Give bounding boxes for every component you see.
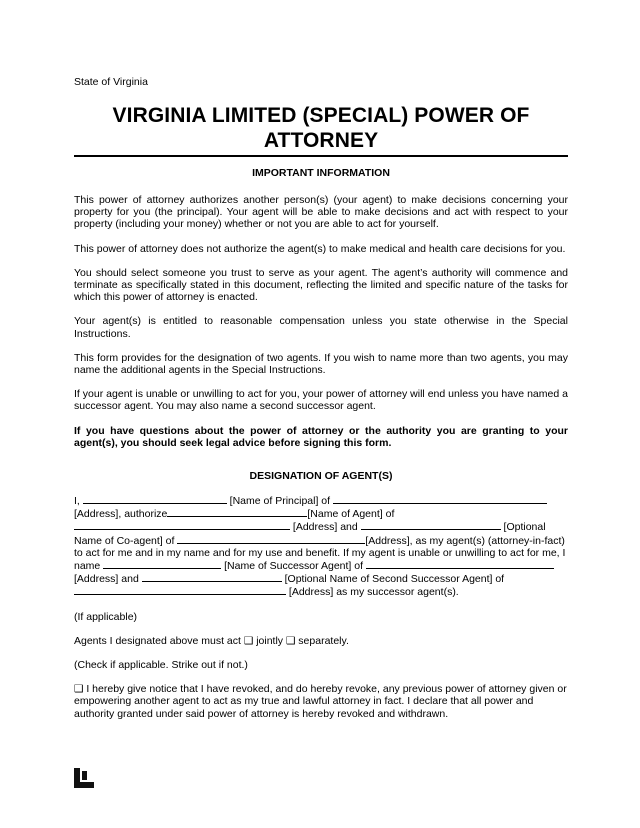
separately-checkbox[interactable]: ❑ [285, 634, 296, 647]
check-applicable-note: (Check if applicable. Strike out if not.) [74, 659, 248, 672]
successor-agent-name-blank[interactable] [103, 559, 221, 569]
second-successor-address-blank[interactable] [74, 585, 286, 595]
revocation-checkbox[interactable]: ❑ [74, 683, 84, 696]
text-fragment: [Optional Name of Second Successor Agent] of [281, 573, 505, 586]
agent-name-blank[interactable] [167, 507, 307, 517]
text-fragment: jointly [253, 634, 286, 647]
info-paragraph-authorization: This power of attorney authorizes another person(s) (your agent) to make decisions concerning your property for you (the principal). Your agent will be able to make decisions and act with respect to your property (including your money) whether or not you are able to act for yourself. [74, 194, 568, 231]
text-fragment: Agents I designated above must act [74, 634, 244, 647]
agent-address-blank[interactable] [74, 520, 290, 530]
text-fragment: [Optional Name of Co-agent] of [74, 521, 546, 547]
designation-paragraph [74, 494, 568, 599]
important-information-heading: IMPORTANT INFORMATION [252, 167, 390, 179]
info-paragraph-successor: If your agent is unable or unwilling to act for you, your power of attorney will end unless you have named a successor agent. You may also name a second successor agent. [74, 388, 568, 413]
legal-templates-logo-icon [74, 768, 94, 788]
successor-agent-address-blank[interactable] [366, 559, 554, 569]
text-fragment: [Name of Agent] of [307, 508, 395, 521]
text-fragment: I hereby give notice that I have revoked, and do hereby revoke, any previous power of attorney given or empowering another agent to act as my true and lawful attorney in fact. I declare that all power and authority granted under said power of attorney is hereby revoked and withdrawn. [74, 683, 567, 720]
info-paragraph-compensation: Your agent(s) is entitled to reasonable compensation unless you state otherwise in the Special Instructions. [74, 315, 568, 340]
designation-heading: DESIGNATION OF AGENT(S) [249, 470, 393, 482]
text-fragment: [Address] and [74, 573, 142, 586]
info-paragraph-trust: You should select someone you trust to serve as your agent. The agent’s authority will commence and terminate as specifically stated in this document, reflecting the limited and specific nature of the tasks for which this power of attorney is enacted. [74, 266, 568, 304]
act-jointly-separately-line [74, 635, 568, 647]
designation-section [74, 494, 568, 732]
principal-name-blank[interactable] [83, 494, 227, 504]
text-fragment: I, [74, 495, 83, 507]
title-divider [74, 155, 568, 157]
text-fragment: [Name of Successor Agent] of [221, 560, 364, 573]
info-paragraph-two-agents: This form provides for the designation of two agents. If you wish to name more than two agents, you may name the additional agents in the Special Instructions. [74, 351, 568, 377]
info-paragraph-medical: This power of attorney does not authorize the agent(s) to make medical and health care decisions for you. [74, 242, 566, 255]
state-label: State of Virginia [74, 76, 148, 88]
document-title: VIRGINIA LIMITED (SPECIAL) POWER OF ATTORNEY [112, 104, 530, 152]
text-fragment: separately. [295, 634, 349, 647]
coagent-name-blank[interactable] [361, 520, 501, 530]
text-fragment: [Address] and [290, 521, 361, 534]
coagent-address-blank[interactable] [177, 534, 365, 544]
text-fragment: [Address], as my agent(s) (attorney-in-fact) to act for me and in my name and for my use and benefit. If my agent is unable or unwilling to act for me, I name [74, 534, 566, 573]
revocation-paragraph [74, 683, 568, 720]
principal-address-blank[interactable] [333, 494, 547, 504]
if-applicable-note: (If applicable) [74, 610, 138, 623]
info-paragraph-legal-advice: If you have questions about the power of attorney or the authority you are granting to your agent(s), you should seek legal advice before signing this form. [74, 424, 568, 449]
text-fragment: [Address], authorize [74, 508, 168, 521]
text-fragment: [Name of Principal] of [226, 495, 333, 507]
important-information-section [74, 194, 568, 461]
second-successor-name-blank[interactable] [142, 572, 282, 582]
jointly-checkbox[interactable]: ❑ [243, 634, 254, 647]
text-fragment: [Address] as my successor agent(s). [286, 586, 459, 599]
